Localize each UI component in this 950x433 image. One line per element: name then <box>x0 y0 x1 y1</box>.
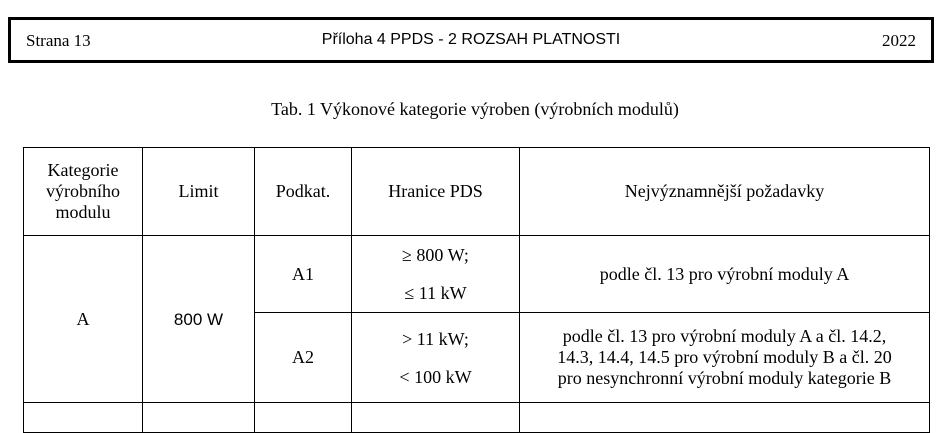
cell-limit: 800 W <box>143 236 255 403</box>
cell-empty <box>24 403 143 433</box>
page-header <box>8 17 934 63</box>
cell-pozadavky <box>520 313 930 403</box>
pozadavky-line: pro nesynchronní výrobní moduly kategorie B <box>557 368 892 388</box>
column-header-kategorie-line: Kategorie <box>47 160 119 180</box>
cell-podkat: A1 <box>255 236 352 313</box>
cell-podkat: A2 <box>255 313 352 403</box>
column-header-hranice: Hranice PDS <box>352 148 520 236</box>
performance-categories-table <box>23 147 930 433</box>
cell-empty <box>143 403 255 433</box>
cell-pozadavky <box>520 236 930 313</box>
pozadavky-line: podle čl. 13 pro výrobní moduly A a čl. 14.2, <box>562 326 887 346</box>
column-header-kategorie-line: modulu <box>55 202 111 222</box>
column-header-podkat: Podkat. <box>255 148 352 236</box>
table-row <box>24 236 930 313</box>
cell-empty <box>255 403 352 433</box>
hranice-upper-bound: ≤ 11 kW <box>404 283 467 303</box>
table-header-row <box>24 148 930 236</box>
hranice-lower-bound: ≥ 800 W; <box>402 245 469 265</box>
column-header-kategorie <box>24 148 143 236</box>
column-header-kategorie-line: výrobního <box>46 181 120 201</box>
pozadavky-line: podle čl. 13 pro výrobní moduly A <box>599 263 850 284</box>
cell-hranice <box>352 313 520 403</box>
column-header-limit: Limit <box>143 148 255 236</box>
header-year: 2022 <box>882 31 916 50</box>
pozadavky-line: 14.3, 14.4, 14.5 pro výrobní moduly B a čl. 20 <box>557 347 892 367</box>
cell-empty <box>352 403 520 433</box>
cell-hranice <box>352 236 520 313</box>
page-number: Strana 13 <box>26 31 91 50</box>
hranice-upper-bound: < 100 kW <box>399 366 472 387</box>
hranice-lower-bound: > 11 kW; <box>402 328 469 349</box>
table-caption: Tab. 1 Výkonové kategorie výroben (výrobních modulů) <box>271 99 679 119</box>
header-title: Příloha 4 PPDS - 2 ROZSAH PLATNOSTI <box>321 31 621 48</box>
table-row-partial <box>24 403 930 433</box>
column-header-pozadavky: Nejvýznamnější požadavky <box>520 148 930 236</box>
cell-empty <box>520 403 930 433</box>
cell-kategorie: A <box>24 236 143 403</box>
